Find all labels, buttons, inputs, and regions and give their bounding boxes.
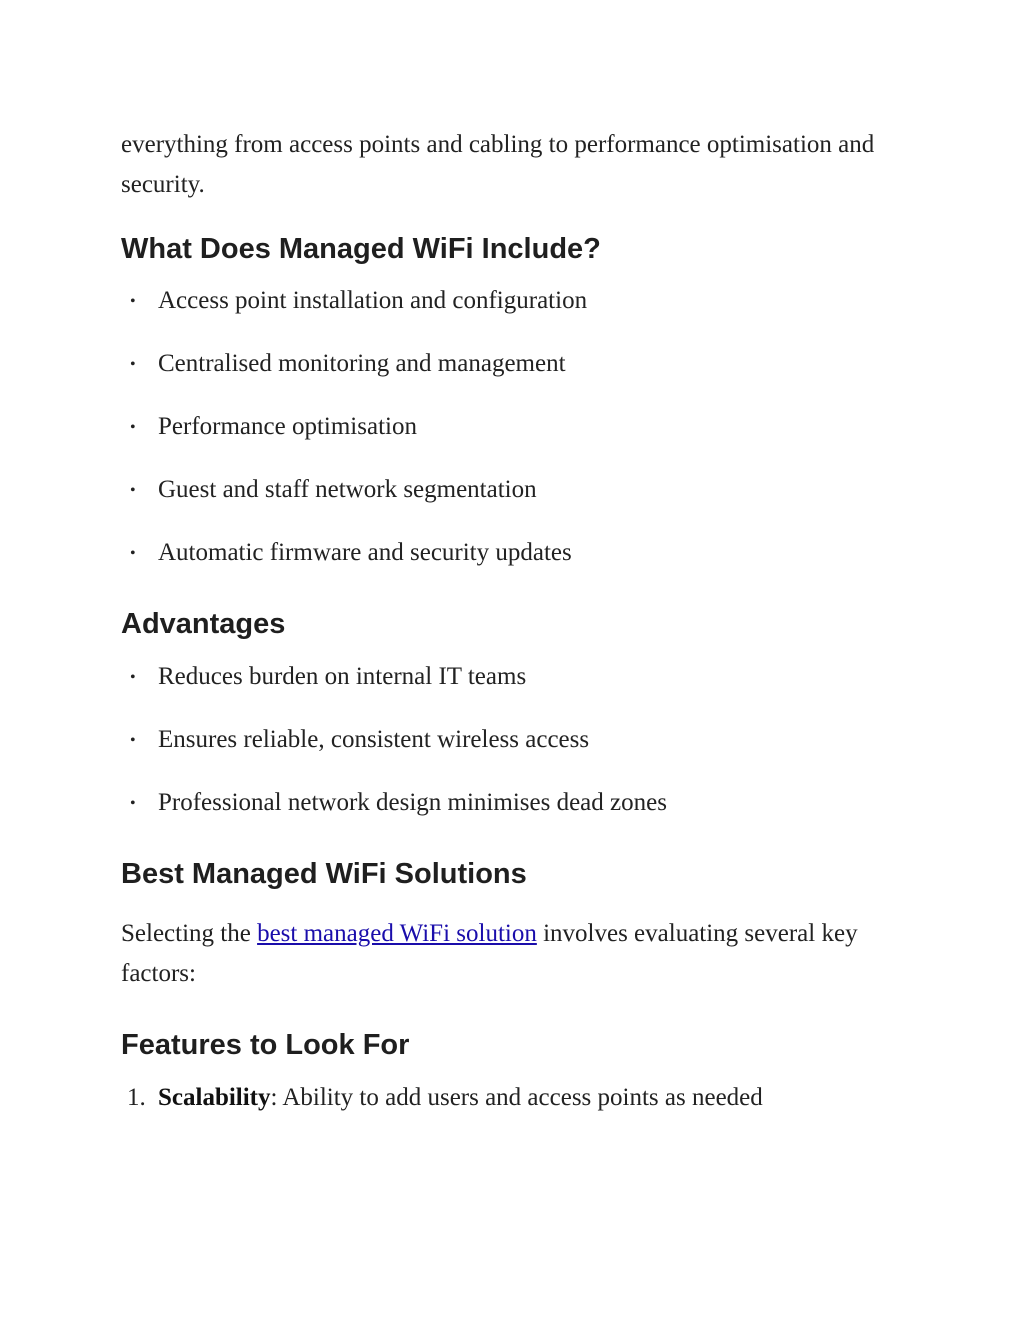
features-list	[121, 1078, 911, 1118]
best-solutions-paragraph: Selecting the best managed WiFi solution involves evaluating several key factors:	[121, 920, 858, 987]
list-item: • Professional network design minimises dead zones	[121, 783, 911, 823]
bullet-icon: •	[130, 545, 136, 562]
list-number: 1.	[127, 1084, 146, 1111]
feature-description: : Ability to add users and access points as needed	[270, 1084, 763, 1111]
list-item	[121, 1078, 911, 1118]
heading-features-to-look-for: Features to Look For	[121, 1029, 410, 1061]
heading-what-does-managed-wifi-include: What Does Managed WiFi Include?	[121, 233, 601, 265]
feature-term: Scalability	[158, 1084, 271, 1111]
bullet-icon: •	[130, 669, 136, 686]
include-list	[121, 281, 911, 573]
best-managed-wifi-solution-link[interactable]: best managed WiFi solution	[257, 920, 537, 947]
bullet-icon: •	[130, 293, 136, 310]
document-page	[121, 125, 911, 1118]
list-item: • Access point installation and configuration	[121, 281, 911, 321]
bullet-icon: •	[130, 795, 136, 812]
list-item: • Centralised monitoring and management	[121, 344, 911, 384]
list-item: • Guest and staff network segmentation	[121, 470, 911, 510]
list-item: • Ensures reliable, consistent wireless access	[121, 720, 911, 760]
heading-best-managed-wifi-solutions: Best Managed WiFi Solutions	[121, 858, 527, 890]
heading-advantages: Advantages	[121, 608, 286, 640]
list-item: • Performance optimisation	[121, 407, 911, 447]
bullet-icon: •	[130, 482, 136, 499]
intro-paragraph: everything from access points and cabling to performance optimisation and security.	[121, 131, 875, 198]
advantages-list	[121, 657, 911, 823]
list-item: • Reduces burden on internal IT teams	[121, 657, 911, 697]
list-item: • Automatic firmware and security updates	[121, 533, 911, 573]
bullet-icon: •	[130, 356, 136, 373]
bullet-icon: •	[130, 419, 136, 436]
bullet-icon: •	[130, 732, 136, 749]
